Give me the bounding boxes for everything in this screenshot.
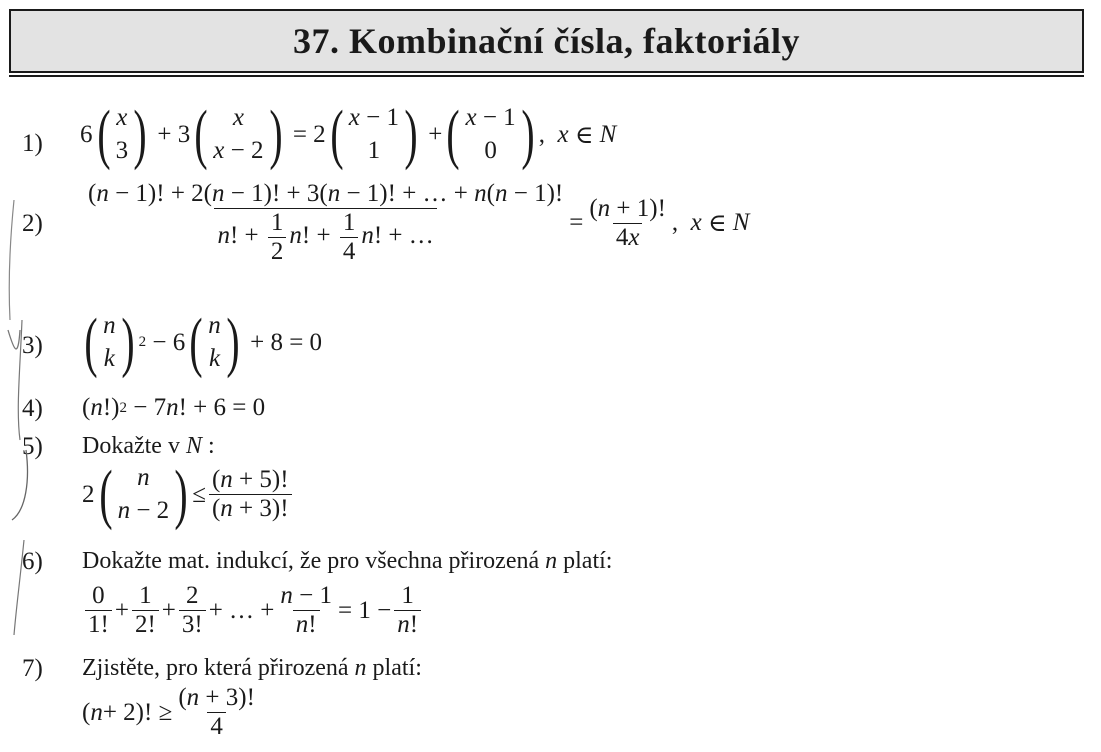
- problem-7-inequality: ( n + 2)! ≥ $\frac{(n + 3)!}{4}$: [82, 684, 255, 740]
- page-title: 37. Kombinační čísla, faktoriály: [292, 21, 800, 61]
- problem-6-label-end: platí:: [557, 548, 613, 574]
- problem-number: 6): [22, 548, 43, 575]
- problem-6-text: Dokažte mat. indukcí, že pro všechna přirozená n platí:: [82, 548, 613, 574]
- problem-4-equation: ( n !) 2 − 7 n ! + 6 = 0: [82, 394, 266, 422]
- problem-6-label: Dokažte mat. indukcí, že pro všechna přirozená: [82, 548, 546, 574]
- problem-number: 7): [22, 655, 43, 682]
- problem-6-equation: $\frac{0}{1!}$ + $\frac{1}{2!}$ + $\frac{2}{3!}$ + … + $\frac{n - 1}{n!}$ = 1 − $\frac{1}{n!}$: [82, 582, 424, 639]
- problem-7-label-end: platí:: [366, 655, 422, 681]
- problem-7-text: Zjistěte, pro která přirozená n platí:: [82, 655, 422, 681]
- problem-number: 2): [22, 210, 43, 237]
- problem-number: 3): [22, 332, 43, 359]
- pencil-margin-marks: [0, 180, 40, 640]
- problem-1-equation: 6 ( x 3 ) + 3 ( x x − 2 ) = 2 ( x − 1 1 ) + ( x − 1 0 ) , x ∈ N: [80, 97, 617, 171]
- problem-7-label: Zjistěte, pro která přirozená: [82, 655, 355, 681]
- problem-5-text: Dokažte v N :: [82, 433, 215, 459]
- problem-3-equation: ( n k ) 2 − 6 ( n k ) + 8 = 0: [84, 305, 323, 379]
- problem-number: 1): [22, 130, 43, 157]
- problem-5-inequality: 2 ( n n − 2 ) ≤ $\frac{(n + 5)!}{(n + 3)!}$: [82, 462, 295, 527]
- problem-number: 5): [22, 433, 43, 460]
- problem-5-label: Dokažte v: [82, 433, 180, 459]
- problem-2-equation: (n − 1)! + 2(n − 1)! + 3(n − 1)! + … + n(n − 1)! n! + $\frac{1}{2}$ n! + $\frac{1}{4}$ n! + … = $\frac{(n + 1)!}{4x}$ , x ∈ N: [88, 180, 750, 265]
- problem-number: 4): [22, 395, 43, 422]
- title-underline: [9, 75, 1084, 77]
- title-banner: [9, 9, 1084, 73]
